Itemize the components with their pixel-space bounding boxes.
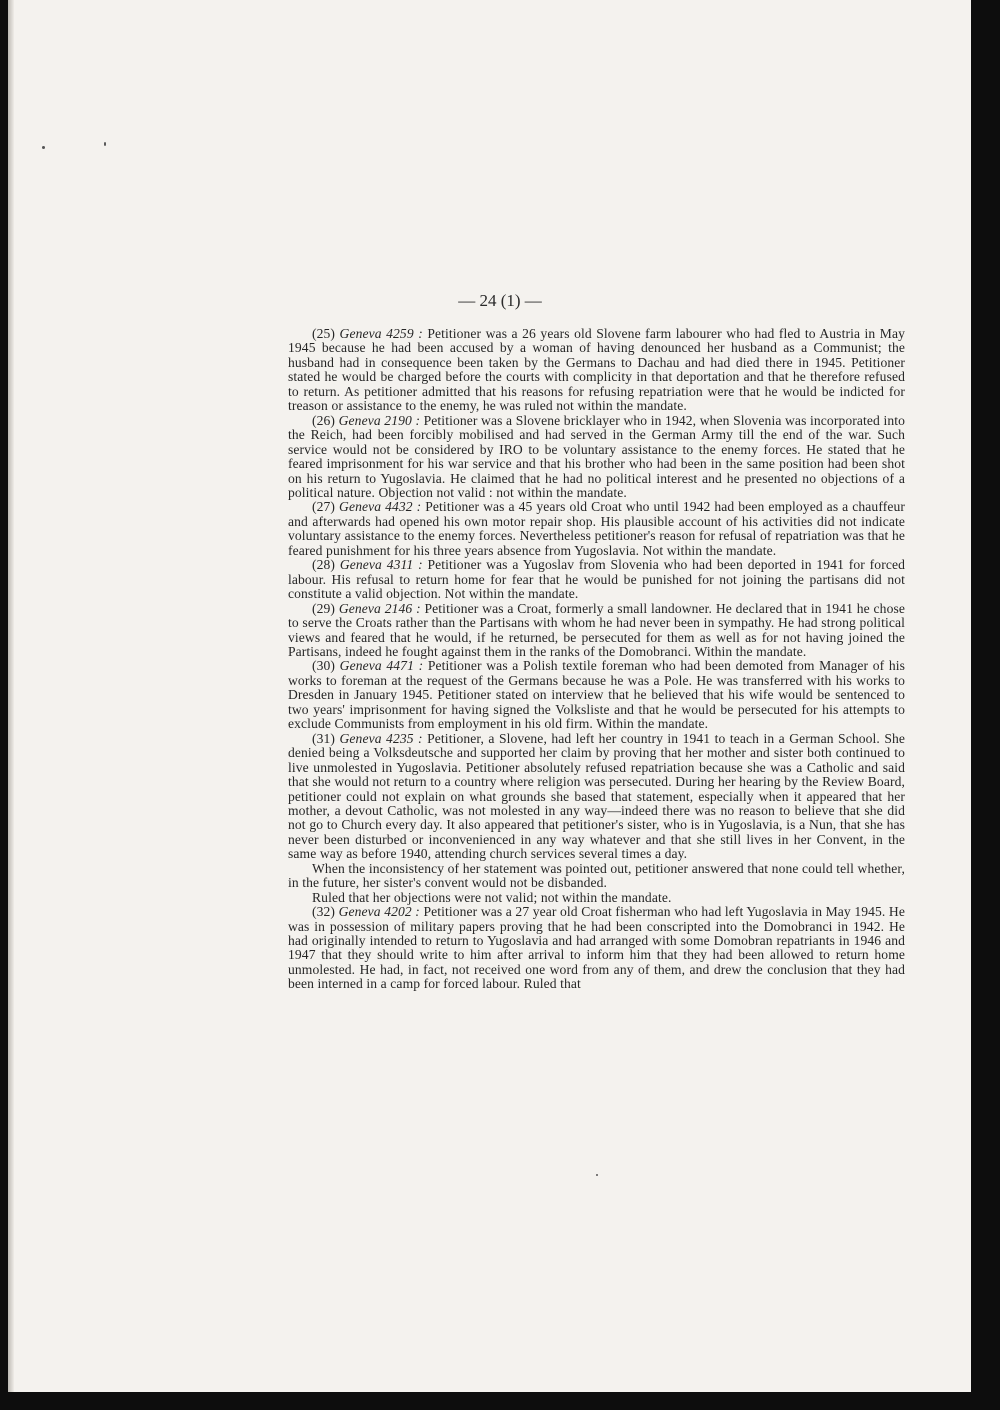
- case-paragraph: [288, 602, 905, 660]
- document-body: [288, 327, 905, 992]
- case-reference: Geneva 4311 :: [339, 557, 423, 573]
- case-number: (32): [312, 904, 336, 920]
- case-number: (26): [312, 412, 336, 428]
- case-reference: Geneva 4202 :: [338, 904, 420, 920]
- case-paragraph: [288, 558, 905, 601]
- case-reference: Geneva 2190 :: [338, 412, 421, 428]
- case-text: Ruled that her objections were not valid; not within the mandate.: [312, 889, 672, 905]
- case-paragraph: [288, 732, 905, 862]
- case-text: Petitioner was a Yugoslav from Slovenia who had been deported in 1941 for forced labour. His refusal to return home for fear that he would be punished for not joining the partisans did not constitute a valid objection. Not within the mandate.: [288, 557, 905, 602]
- case-number: (30): [312, 658, 336, 674]
- case-paragraph: [288, 327, 905, 414]
- case-paragraph: [288, 659, 905, 731]
- case-paragraph: [288, 414, 905, 501]
- case-text: Petitioner was a Slovene bricklayer who in 1942, when Slovenia was incorporated into the Reich, had been forcibly mobilised and had served in the German Army till the end of the war. Such service would not be considered by IRO to be voluntary assistance to the enemy forces. He stated that he feared imprisonment for his war service and that his brother who had been in the same position had been shot on his return to Yugoslavia. He claimed that he had no political interest and he presented no objections of a political nature. Objection not valid : not within the mandate.: [288, 412, 906, 500]
- case-number: (27): [312, 499, 336, 515]
- case-text: Petitioner was a 45 years old Croat who until 1942 had been employed as a chauffeur and afterwards had opened his own motor repair shop. His plausible account of his activities did not indicate voluntary assistance to the enemy forces. Nevertheless petitioner's reason for refusal of repatriation was that he feared punishment for his three years absence from Yugoslavia. Not within the mandate.: [288, 499, 905, 558]
- dust-speck: [104, 142, 106, 146]
- case-text: Petitioner was a 26 years old Slovene farm labourer who had fled to Austria in May 1945 because he had been accused by a woman of having denounced her husband as a Communist; the husband had in consequence been taken by the Germans to Dachau and had died there in 1945. Petitioner stated he would be charged before the courts with complicity in that deportation and that he therefore refused to return. As petitioner admitted that his reasons for refusing repatriation were that he would be indicted for treason or assistance to the enemy, he was ruled not within the mandate.: [288, 326, 906, 414]
- case-paragraph: [288, 500, 905, 558]
- case-text: Petitioner was a 27 year old Croat fisherman who had left Yugoslavia in May 1945. He was in possession of military papers proving that he had been conscripted into the Domobranci in 1942. He had originally intended to return to Yugoslavia and had arranged with some Domobran repatriants in 1946 and 1947 that they should write to him after arrival to inform him that they had been allowed to return home unmolested. He had, in fact, not received one word from any of them, and drew the conclusion that they had been interned in a camp for forced labour. Ruled that: [288, 904, 905, 992]
- case-reference: Geneva 4471 :: [339, 658, 424, 674]
- case-number: (28): [312, 557, 336, 573]
- case-text: When the inconsistency of her statement was pointed out, petitioner answered that none could tell whether, in the future, her sister's convent would not be disbanded.: [288, 860, 905, 891]
- case-reference: Geneva 2146 :: [338, 600, 421, 616]
- binding-shadow: [8, 0, 14, 1392]
- case-text: Petitioner was a Croat, formerly a small landowner. He declared that in 1941 he chose to serve the Croats rather than the Partisans with whom he had never been in sympathy. He had strong political views and feared that he would, if he returned, be persecuted for them as well as for not having joined the Partisans, indeed he fought against them in the ranks of the Domobranci. Within the mandate.: [288, 600, 905, 659]
- case-paragraph: [288, 862, 905, 891]
- case-paragraph: [288, 905, 905, 992]
- case-number: (31): [312, 730, 336, 746]
- case-text: Petitioner, a Slovene, had left her country in 1941 to teach in a German School. She denied being a Volksdeutsche and supported her claim by proving that her mother and sister both continued to live unmolested in Yugoslavia. Petitioner absolutely refused repatriation because she was a Catholic and said that she would not return to a country where religion was persecuted. During her hearing by the Review Board, petitioner could not explain on what grounds she based that statement, especially when it appeared that her mother, a devout Catholic, was not molested in any way—indeed there was no reason to believe that she did not go to Church every day. It also appeared that petitioner's sister, who is in Yugoslavia, is a Nun, that she has never been disturbed or inconvenienced in any way whatever and that she still lives in her Convent, in the same way as before 1940, attending church services several times a day.: [288, 730, 906, 862]
- case-text: Petitioner was a Polish textile foreman who had been demoted from Manager of his works to foreman at the request of the Germans because he was a Pole. He was transferred with his works to Dresden in January 1945. Petitioner stated on interview that he believed that his wife would be sentenced to two years' imprisonment for having signed the Volksliste and that he would be persecuted for his attempts to exclude Communists from employment in his old firm. Within the mandate.: [288, 658, 906, 732]
- dust-speck: [42, 146, 45, 149]
- case-reference: Geneva 4259 :: [339, 326, 423, 341]
- case-reference: Geneva 4432 :: [339, 499, 422, 515]
- case-number: (29): [312, 600, 336, 616]
- case-paragraph: [288, 891, 905, 905]
- dust-speck: [596, 1174, 598, 1176]
- page-number: — 24 (1) —: [458, 291, 542, 310]
- case-number: (25): [312, 326, 336, 341]
- case-reference: Geneva 4235 :: [339, 730, 423, 746]
